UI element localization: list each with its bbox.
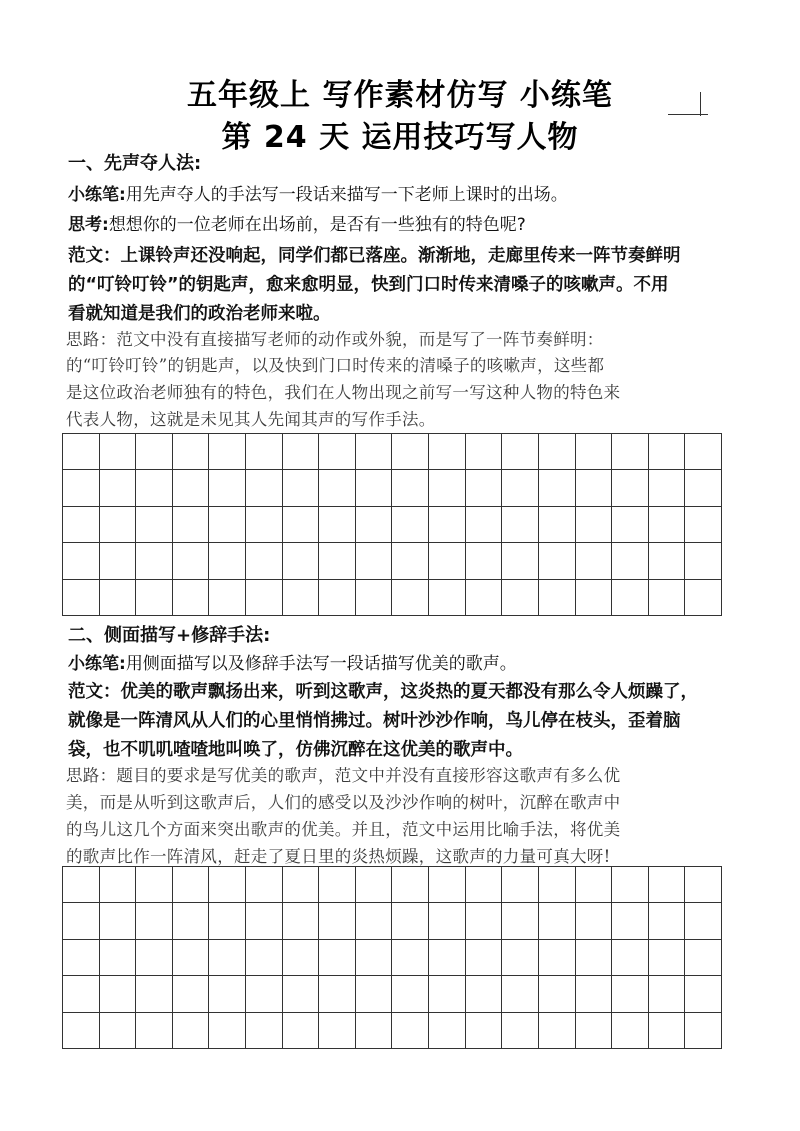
grid-cell[interactable] — [173, 434, 210, 470]
grid-cell[interactable] — [209, 580, 246, 616]
grid-cell[interactable] — [685, 1013, 722, 1049]
grid-cell[interactable] — [356, 867, 393, 903]
grid-cell[interactable] — [283, 507, 320, 543]
grid-cell[interactable] — [209, 507, 246, 543]
grid-cell[interactable] — [502, 543, 539, 579]
grid-cell[interactable] — [466, 1013, 503, 1049]
grid-cell[interactable] — [173, 1013, 210, 1049]
grid-cell[interactable] — [392, 434, 429, 470]
grid-cell[interactable] — [209, 1013, 246, 1049]
grid-cell[interactable] — [539, 470, 576, 506]
grid-cell[interactable] — [466, 903, 503, 939]
task-text: 用先声夺人的手法写一段话来描写一下老师上课时的出场。 — [125, 185, 568, 205]
grid-cell[interactable] — [685, 470, 722, 506]
grid-cell[interactable] — [283, 976, 320, 1012]
grid-cell[interactable] — [539, 1013, 576, 1049]
think-text: 想想你的一位老师在出场前，是否有一些独有的特色呢? — [108, 215, 526, 235]
section2-idea-line: 思路：题目的要求是写优美的歌声，范文中并没有直接形容这歌声有多么优 — [66, 766, 621, 785]
grid-cell[interactable] — [319, 434, 356, 470]
grid-cell[interactable] — [685, 543, 722, 579]
section1-idea-line: 是这位政治老师独有的特色，我们在人物出现之前写一写这种人物的特色来 — [66, 383, 621, 402]
grid-cell[interactable] — [319, 470, 356, 506]
grid-cell[interactable] — [612, 543, 649, 579]
grid-cell[interactable] — [612, 507, 649, 543]
section2-sample-line: 就像是一阵清风从人们的心里悄悄拂过。树叶沙沙作响，鸟儿停在枝头，歪着脑 — [68, 711, 681, 731]
grid-cell[interactable] — [63, 434, 100, 470]
grid-cell[interactable] — [319, 867, 356, 903]
section1-heading: 一、先声夺人法: — [68, 153, 202, 174]
grid-cell[interactable] — [319, 903, 356, 939]
grid-cell[interactable] — [502, 976, 539, 1012]
grid-cell[interactable] — [246, 1013, 283, 1049]
grid-cell[interactable] — [576, 940, 613, 976]
grid-cell[interactable] — [63, 903, 100, 939]
section1-idea-line: 代表人物，这就是未见其人先闻其声的写作手法。 — [66, 410, 436, 429]
grid-cell[interactable] — [576, 1013, 613, 1049]
grid-cell[interactable] — [649, 543, 686, 579]
grid-cell[interactable] — [502, 1013, 539, 1049]
grid-cell[interactable] — [136, 580, 173, 616]
section2-sample-line: 袋，也不叽叽喳喳地叫唤了，仿佛沉醉在这优美的歌声中。 — [68, 740, 523, 760]
grid-cell[interactable] — [649, 867, 686, 903]
grid-cell[interactable] — [685, 940, 722, 976]
grid-cell[interactable] — [392, 580, 429, 616]
grid-cell[interactable] — [429, 976, 466, 1012]
section1-think — [68, 213, 738, 237]
grid-cell[interactable] — [576, 867, 613, 903]
grid-cell[interactable] — [63, 867, 100, 903]
grid-cell[interactable] — [612, 580, 649, 616]
grid-cell[interactable] — [502, 434, 539, 470]
grid-cell[interactable] — [100, 507, 137, 543]
grid-cell[interactable] — [466, 867, 503, 903]
grid-cell[interactable] — [502, 903, 539, 939]
grid-cell[interactable] — [429, 1013, 466, 1049]
grid-cell[interactable] — [356, 543, 393, 579]
section2-heading: 二、侧面描写+修辞手法: — [68, 625, 271, 646]
grid-cell[interactable] — [209, 903, 246, 939]
grid-cell[interactable] — [356, 580, 393, 616]
grid-cell[interactable] — [576, 470, 613, 506]
grid-cell[interactable] — [283, 903, 320, 939]
grid-cell[interactable] — [63, 470, 100, 506]
grid-cell[interactable] — [246, 903, 283, 939]
grid-cell[interactable] — [100, 940, 137, 976]
grid-cell[interactable] — [319, 1013, 356, 1049]
grid-cell[interactable] — [612, 867, 649, 903]
grid-cell[interactable] — [100, 543, 137, 579]
grid-cell[interactable] — [576, 434, 613, 470]
grid-cell[interactable] — [576, 580, 613, 616]
grid-cell[interactable] — [429, 940, 466, 976]
grid-cell[interactable] — [685, 580, 722, 616]
grid-cell[interactable] — [539, 543, 576, 579]
section1-idea-line: 的“叮铃叮铃”的钥匙声，以及快到门口时传来的清嗓子的咳嗽声，这些都 — [66, 356, 605, 375]
grid-cell[interactable] — [319, 976, 356, 1012]
grid-cell[interactable] — [612, 1013, 649, 1049]
section1-sample-line: 的“叮铃叮铃”的钥匙声，愈来愈明显，快到门口时传来清嗓子的咳嗽声。不用 — [68, 275, 669, 295]
grid-cell[interactable] — [392, 867, 429, 903]
grid-cell[interactable] — [100, 470, 137, 506]
grid-cell[interactable] — [356, 976, 393, 1012]
grid-cell[interactable] — [246, 580, 283, 616]
section2-idea-line: 的歌声比作一阵清风，赶走了夏日里的炎热烦躁，这歌声的力量可真大呀! — [66, 847, 611, 866]
grid-cell[interactable] — [136, 470, 173, 506]
grid-cell[interactable] — [539, 507, 576, 543]
grid-cell[interactable] — [539, 976, 576, 1012]
grid-cell[interactable] — [539, 867, 576, 903]
grid-cell[interactable] — [502, 940, 539, 976]
grid-cell[interactable] — [173, 580, 210, 616]
grid-cell[interactable] — [63, 1013, 100, 1049]
grid-cell[interactable] — [466, 507, 503, 543]
grid-cell[interactable] — [63, 543, 100, 579]
grid-cell[interactable] — [502, 507, 539, 543]
grid-cell[interactable] — [685, 507, 722, 543]
grid-cell[interactable] — [283, 543, 320, 579]
corner-mark — [700, 92, 701, 116]
grid-cell[interactable] — [63, 976, 100, 1012]
grid-cell[interactable] — [539, 580, 576, 616]
grid-cell[interactable] — [429, 867, 466, 903]
grid-cell[interactable] — [136, 976, 173, 1012]
grid-cell[interactable] — [100, 867, 137, 903]
section1-sample-line: 范文：上课铃声还没响起，同学们都已落座。渐渐地，走廊里传来一阵节奏鲜明 — [68, 246, 681, 266]
grid-cell[interactable] — [466, 580, 503, 616]
grid-cell[interactable] — [173, 507, 210, 543]
grid-cell[interactable] — [539, 940, 576, 976]
grid-cell[interactable] — [246, 434, 283, 470]
grid-cell[interactable] — [649, 470, 686, 506]
section2-idea-line: 美，而是从听到这歌声后，人们的感受以及沙沙作响的树叶，沉醉在歌声中 — [66, 793, 621, 812]
grid-cell[interactable] — [649, 976, 686, 1012]
grid-cell[interactable] — [539, 434, 576, 470]
section1-task — [68, 183, 738, 207]
grid-cell[interactable] — [612, 940, 649, 976]
grid-cell[interactable] — [173, 470, 210, 506]
grid-cell[interactable] — [429, 507, 466, 543]
grid-cell[interactable] — [136, 903, 173, 939]
grid-cell[interactable] — [392, 470, 429, 506]
grid-cell[interactable] — [356, 940, 393, 976]
task-text: 用侧面描写以及修辞手法写一段话描写优美的歌声。 — [125, 654, 517, 674]
grid-cell[interactable] — [649, 1013, 686, 1049]
grid-cell[interactable] — [209, 976, 246, 1012]
grid-cell[interactable] — [319, 940, 356, 976]
task-label: 小练笔: — [68, 185, 126, 205]
grid-cell[interactable] — [392, 507, 429, 543]
corner-mark-base — [668, 114, 708, 115]
grid-cell[interactable] — [612, 470, 649, 506]
grid-cell[interactable] — [283, 470, 320, 506]
grid-cell[interactable] — [392, 976, 429, 1012]
grid-cell[interactable] — [283, 434, 320, 470]
grid-cell[interactable] — [356, 434, 393, 470]
grid-cell[interactable] — [576, 903, 613, 939]
grid-cell[interactable] — [392, 1013, 429, 1049]
grid-cell[interactable] — [136, 507, 173, 543]
grid-cell[interactable] — [392, 543, 429, 579]
grid-cell[interactable] — [685, 434, 722, 470]
page-subtitle: 第 24 天 运用技巧写人物 — [221, 120, 579, 155]
grid-cell[interactable] — [429, 434, 466, 470]
grid-cell[interactable] — [649, 434, 686, 470]
writing-grid-1[interactable] — [62, 433, 722, 616]
grid-cell[interactable] — [209, 940, 246, 976]
grid-cell[interactable] — [246, 867, 283, 903]
grid-cell[interactable] — [429, 903, 466, 939]
think-label: 思考: — [68, 215, 109, 235]
grid-cell[interactable] — [685, 976, 722, 1012]
grid-cell[interactable] — [466, 434, 503, 470]
section1-idea-line: 思路：范文中没有直接描写老师的动作或外貌，而是写了一阵节奏鲜明： — [66, 330, 604, 349]
grid-cell[interactable] — [136, 543, 173, 579]
grid-cell[interactable] — [283, 1013, 320, 1049]
grid-cell[interactable] — [173, 867, 210, 903]
grid-cell[interactable] — [502, 470, 539, 506]
grid-cell[interactable] — [319, 507, 356, 543]
grid-cell[interactable] — [246, 543, 283, 579]
grid-cell[interactable] — [246, 940, 283, 976]
grid-cell[interactable] — [356, 470, 393, 506]
grid-cell[interactable] — [136, 867, 173, 903]
grid-cell[interactable] — [209, 434, 246, 470]
writing-grid-2[interactable] — [62, 866, 722, 1049]
grid-cell[interactable] — [502, 867, 539, 903]
grid-cell[interactable] — [356, 507, 393, 543]
section2-task — [68, 652, 738, 676]
grid-cell[interactable] — [63, 580, 100, 616]
grid-cell[interactable] — [502, 580, 539, 616]
grid-cell[interactable] — [173, 976, 210, 1012]
grid-cell[interactable] — [136, 1013, 173, 1049]
page-title: 五年级上 写作素材仿写 小练笔 — [187, 78, 613, 113]
grid-cell[interactable] — [209, 867, 246, 903]
grid-cell[interactable] — [100, 580, 137, 616]
grid-cell[interactable] — [100, 976, 137, 1012]
grid-cell[interactable] — [576, 976, 613, 1012]
grid-cell[interactable] — [429, 543, 466, 579]
grid-cell[interactable] — [283, 867, 320, 903]
grid-cell[interactable] — [356, 1013, 393, 1049]
grid-cell[interactable] — [356, 903, 393, 939]
grid-cell[interactable] — [173, 903, 210, 939]
grid-cell[interactable] — [685, 867, 722, 903]
grid-cell[interactable] — [612, 976, 649, 1012]
grid-cell[interactable] — [209, 470, 246, 506]
section2-idea-line: 的鸟儿这几个方面来突出歌声的优美。并且，范文中运用比喻手法，将优美 — [66, 820, 621, 839]
grid-cell[interactable] — [246, 470, 283, 506]
grid-cell[interactable] — [685, 903, 722, 939]
grid-cell[interactable] — [466, 976, 503, 1012]
grid-cell[interactable] — [63, 940, 100, 976]
grid-cell[interactable] — [466, 470, 503, 506]
grid-cell[interactable] — [246, 507, 283, 543]
grid-cell[interactable] — [283, 580, 320, 616]
section1-sample-line: 看就知道是我们的政治老师来啦。 — [68, 304, 331, 324]
grid-cell[interactable] — [539, 903, 576, 939]
grid-cell[interactable] — [649, 940, 686, 976]
grid-cell[interactable] — [100, 903, 137, 939]
grid-cell[interactable] — [173, 543, 210, 579]
grid-cell[interactable] — [649, 507, 686, 543]
task-label: 小练笔: — [68, 654, 126, 674]
grid-cell[interactable] — [649, 580, 686, 616]
grid-cell[interactable] — [100, 434, 137, 470]
grid-cell[interactable] — [209, 543, 246, 579]
grid-cell[interactable] — [612, 434, 649, 470]
grid-cell[interactable] — [429, 470, 466, 506]
grid-cell[interactable] — [136, 940, 173, 976]
grid-cell[interactable] — [100, 1013, 137, 1049]
grid-cell[interactable] — [466, 940, 503, 976]
grid-cell[interactable] — [283, 940, 320, 976]
grid-cell[interactable] — [612, 903, 649, 939]
grid-cell[interactable] — [392, 940, 429, 976]
grid-cell[interactable] — [136, 434, 173, 470]
section2-sample-line: 范文：优美的歌声飘扬出来，听到这歌声，这炎热的夏天都没有那么令人烦躁了， — [68, 682, 698, 702]
grid-cell[interactable] — [466, 543, 503, 579]
grid-cell[interactable] — [576, 507, 613, 543]
grid-cell[interactable] — [576, 543, 613, 579]
grid-cell[interactable] — [246, 976, 283, 1012]
grid-cell[interactable] — [649, 903, 686, 939]
grid-cell[interactable] — [319, 580, 356, 616]
grid-cell[interactable] — [173, 940, 210, 976]
grid-cell[interactable] — [319, 543, 356, 579]
grid-cell[interactable] — [429, 580, 466, 616]
grid-cell[interactable] — [392, 903, 429, 939]
grid-cell[interactable] — [63, 507, 100, 543]
